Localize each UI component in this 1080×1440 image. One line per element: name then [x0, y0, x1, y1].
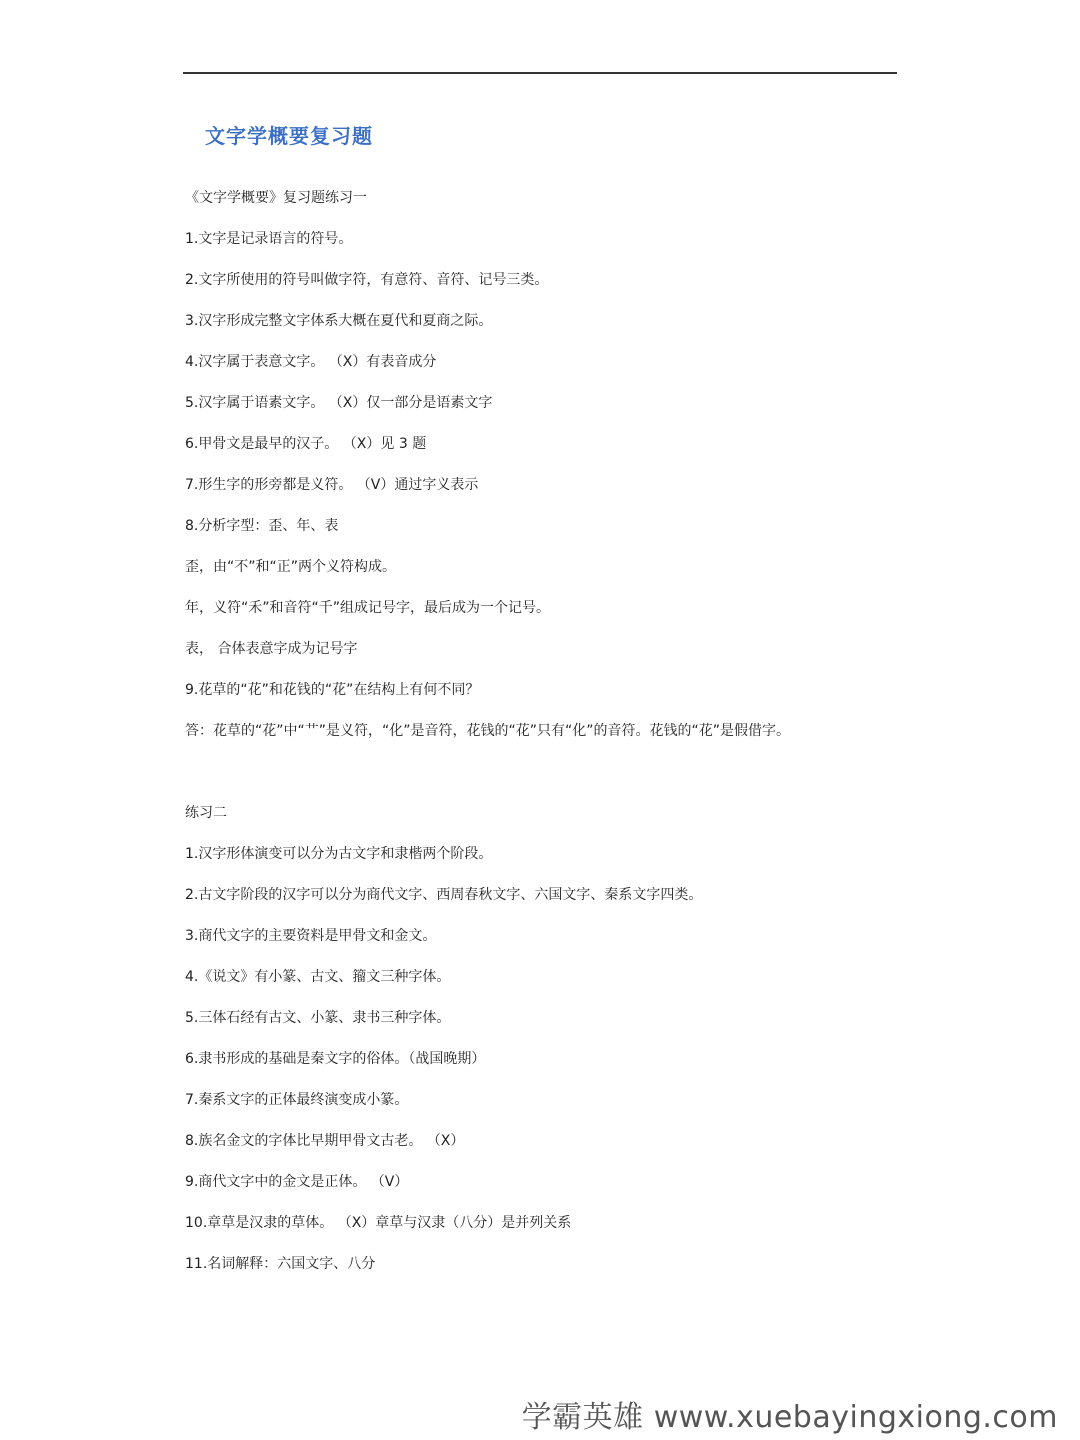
list-item: 11.名词解释：六国文字、八分 [185, 1256, 376, 1272]
document-title: 文字学概要复习题 [205, 124, 373, 148]
list-item: 歪，由“不”和“正”两个义符构成。 [185, 559, 397, 575]
section1-heading: 《文字学概要》复习题练习一 [185, 190, 367, 206]
list-item: 2.古文字阶段的汉字可以分为商代文字、西周春秋文字、六国文字、秦系文字四类。 [185, 887, 703, 903]
list-item: 5.三体石经有古文、小篆、隶书三种字体。 [185, 1010, 451, 1026]
list-item: 表， 合体表意字成为记号字 [185, 641, 358, 657]
list-item: 3.商代文字的主要资料是甲骨文和金文。 [185, 928, 437, 944]
list-item: 10.章草是汉隶的草体。 （X）章草与汉隶（八分）是并列关系 [185, 1215, 572, 1231]
list-item: 7.形生字的形旁都是义符。 （V）通过字义表示 [185, 477, 479, 493]
list-item: 8.族名金文的字体比早期甲骨文古老。 （X） [185, 1133, 465, 1149]
list-item: 6.甲骨文是最早的汉子。 （X）见 3 题 [185, 436, 427, 452]
list-item: 年，义符“禾”和音符“千”组成记号字，最后成为一个记号。 [185, 600, 551, 616]
list-item: 答：花草的“花”中“艹”是义符，“化”是音符，花钱的“花”只有“化”的音符。花钱的“花”是假借字。 [185, 723, 791, 739]
list-item: 7.秦系文字的正体最终演变成小篆。 [185, 1092, 409, 1108]
list-item: 4.汉字属于表意文字。 （X）有表音成分 [185, 354, 437, 370]
list-item: 9.商代文字中的金文是正体。 （V） [185, 1174, 409, 1190]
list-item: 6.隶书形成的基础是秦文字的俗体。（战国晚期） [185, 1051, 486, 1067]
list-item: 2.文字所使用的符号叫做字符，有意符、音符、记号三类。 [185, 272, 549, 288]
list-item: 8.分析字型：歪、年、表 [185, 518, 339, 534]
list-item: 5.汉字属于语素文字。 （X）仅一部分是语素文字 [185, 395, 493, 411]
list-item: 3.汉字形成完整文字体系大概在夏代和夏商之际。 [185, 313, 493, 329]
list-item: 9.花草的“花”和花钱的“花”在结构上有何不同？ [185, 682, 480, 698]
list-item: 1.汉字形体演变可以分为古文字和隶楷两个阶段。 [185, 846, 493, 862]
section2-heading: 练习二 [185, 805, 227, 821]
list-item: 1.文字是记录语言的符号。 [185, 231, 353, 247]
list-item: 4.《说文》有小篆、古文、籀文三种字体。 [185, 969, 451, 985]
site-watermark: 学霸英雄 www.xuebayingxiong.com [521, 1400, 1058, 1435]
top-divider [183, 72, 897, 74]
